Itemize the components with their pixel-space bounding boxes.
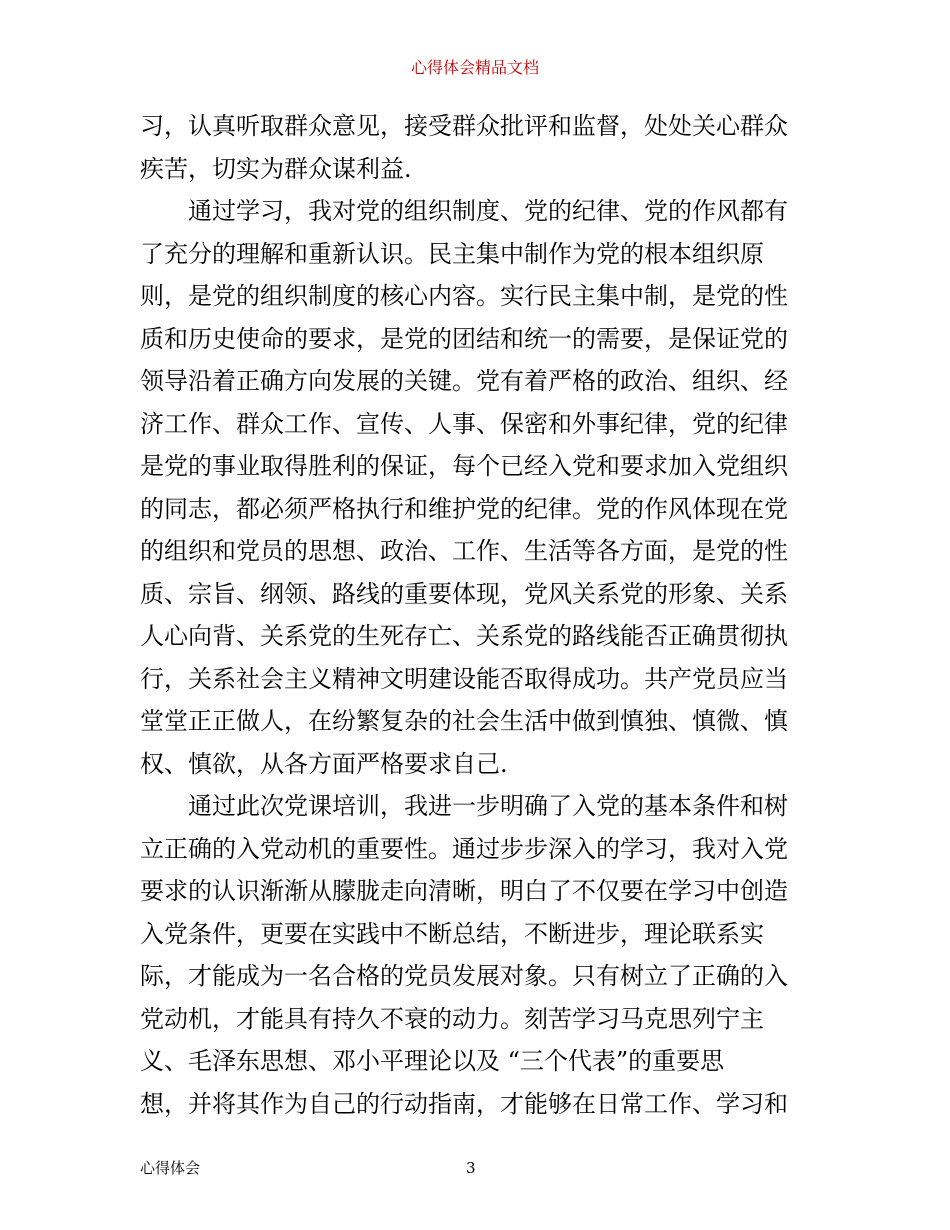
text-line: 际，才能成为一名合格的党员发展对象。只有树立了正确的入: [140, 962, 788, 990]
text-line: 了充分的理解和重新认识。民主集中制作为党的根本组织原: [140, 239, 764, 268]
text-line: 济工作、群众工作、宣传、人事、保密和外事纪律，党的纪律: [140, 409, 788, 438]
text-line: 想，并将其作为自己的行动指南，才能够在日常工作、学习和: [140, 1089, 788, 1118]
text-line: 是党的事业取得胜利的保证，每个已经入党和要求加入党组织: [140, 452, 788, 480]
text-line: 疾苦，切实为群众谋利益.: [140, 154, 412, 183]
text-line: 堂堂正正做人，在纷繁复杂的社会生活中做到慎独、慎微、慎: [140, 707, 788, 735]
text-line: 的同志，都必须严格执行和维护党的纪律。党的作风体现在党: [140, 494, 788, 523]
text-line: 要求的认识渐渐从朦胧走向清晰，明白了不仅要在学习中创造: [140, 877, 788, 905]
text-line: 质、宗旨、纲领、路线的重要体现，党风关系党的形象、关系: [140, 579, 788, 608]
text-line: 质和历史使命的要求，是党的团结和统一的需要，是保证党的: [140, 324, 788, 353]
page-header-title: 心得体会精品文档: [410, 58, 539, 77]
body-text: [140, 105, 815, 1125]
page-number: 3: [466, 1159, 476, 1177]
footer-label: 心得体会: [140, 1159, 201, 1177]
text-line: 则，是党的组织制度的核心内容。实行民主集中制，是党的性: [140, 282, 788, 310]
paragraph-first-line: 通过此次党课培训，我进一步明确了入党的基本条件和树: [188, 792, 788, 820]
text-line: 习，认真听取群众意见，接受群众批评和监督，处处关心群众: [140, 112, 788, 140]
text-line: 权、慎欲，从各方面严格要求自己.: [140, 749, 508, 778]
text-line: 行，关系社会主义精神文明建设能否取得成功。共产党员应当: [140, 664, 788, 693]
paragraph-first-line: 通过学习，我对党的组织制度、党的纪律、党的作风都有: [188, 197, 788, 225]
text-line: 党动机，才能具有持久不衰的动力。刻苦学习马克思列宁主: [140, 1004, 764, 1033]
text-line: 入党条件，更要在实践中不断总结，不断进步，理论联系实: [140, 919, 764, 948]
text-line: 人心向背、关系党的生死存亡、关系党的路线能否正确贯彻执: [140, 622, 788, 650]
text-line: 领导沿着正确方向发展的关键。党有着严格的政治、组织、经: [140, 367, 788, 395]
text-line: 的组织和党员的思想、政治、工作、生活等各方面，是党的性: [140, 537, 788, 565]
text-line: 义、毛泽东思想、邓小平理论以及 “三个代表”的重要思: [140, 1047, 725, 1075]
text-line: 立正确的入党动机的重要性。通过步步深入的学习，我对入党: [140, 834, 788, 863]
